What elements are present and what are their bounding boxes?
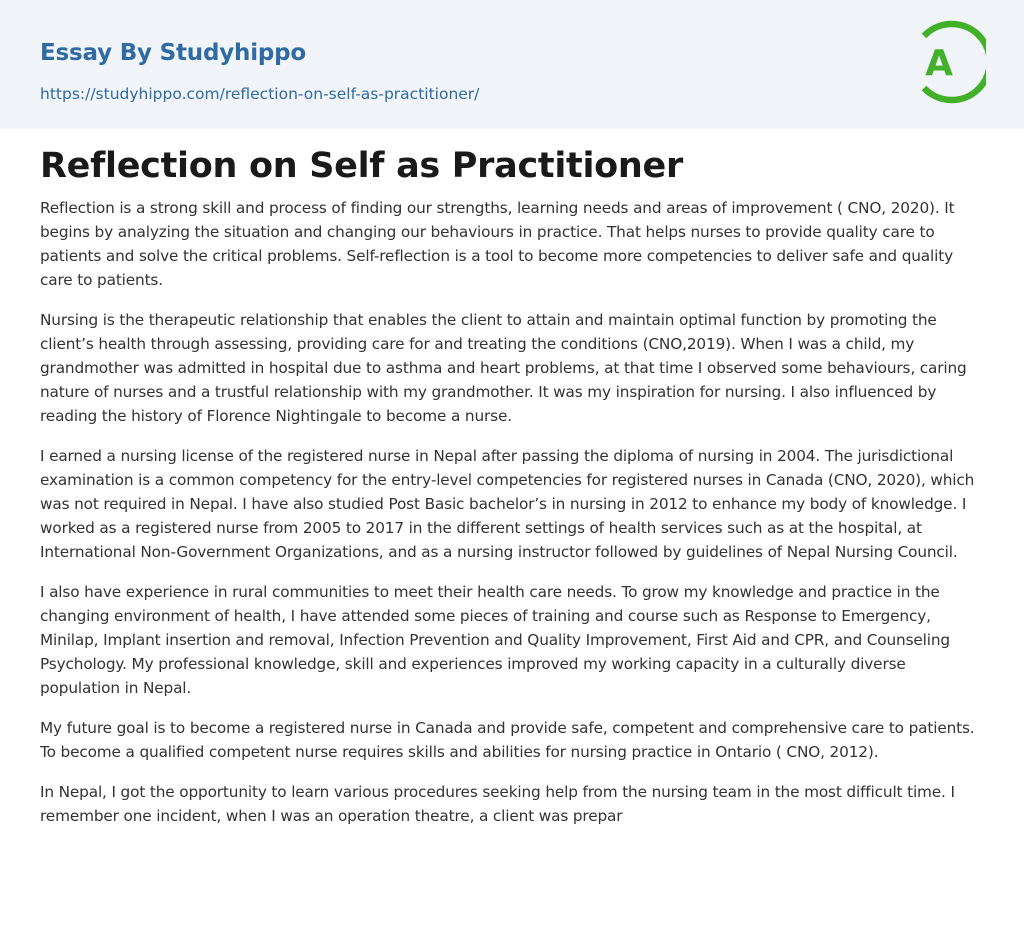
article-paragraph: Nursing is the therapeutic relationship that enables the client to attain and maintain optimal function by promoting the client’s health through assessing, providing care for and treating the conditions (CNO,2019). When I was a child, my grandmother was admitted in hospital due to asthma and heart problems, at that time I observed some behaviours, caring nature of nurses and a trustful relationship with my grandmother. It was my inspiration for nursing. I also influenced by reading the history of Florence Nightingale to become a nurse. [40, 311, 967, 425]
article-title: Reflection on Self as Practitioner [40, 146, 683, 186]
article-paragraph: I also have experience in rural communities to meet their health care needs. To grow my knowledge and practice in the changing environment of health, I have attended some pieces of training and course such as Response to Emergency, Minilap, Implant insertion and removal, Infection Prevention and Quality Improvement, First Aid and CPR, and Counseling Psychology. My professional knowledge, skill and experiences improved my working capacity in a culturally diverse population in Nepal. [40, 583, 950, 697]
site-header [0, 0, 1024, 129]
page-url-link[interactable]: https://studyhippo.com/reflection-on-self-as-practitioner/ [40, 85, 480, 103]
article-paragraph: Reflection is a strong skill and process of finding our strengths, learning needs and areas of improvement ( CNO, 2020). It begins by analyzing the situation and changing our behaviours in practice. That helps nurses to provide quality care to patients and solve the critical problems. Self-reflection is a tool to become more competencies to deliver safe and quality care to patients. [40, 199, 955, 289]
article-paragraph: My future goal is to become a registered nurse in Canada and provide safe, competent and comprehensive care to patients. To become a qualified competent nurse requires skills and abilities for nursing practice in Ontario ( CNO, 2012). [40, 719, 975, 761]
article-paragraph: I earned a nursing license of the registered nurse in Nepal after passing the diploma of nursing in 2004. The jurisdictional examination is a common competency for the entry-level competencies for registered nurses in Canada (CNO, 2020), which was not required in Nepal. I have also studied Post Basic bachelor’s in nursing in 2012 to enhance my body of knowledge. I worked as a registered nurse from 2005 to 2017 in the different settings of health services such as at the hospital, at International Non-Government Organizations, and as a nursing instructor followed by guidelines of Nepal Nursing Council. [40, 447, 975, 561]
logo-letter: A [925, 43, 953, 84]
studyhippo-logo-icon[interactable] [912, 19, 986, 105]
site-brand[interactable]: Essay By Studyhippo [40, 40, 307, 66]
article-body [40, 196, 988, 844]
article-paragraph: In Nepal, I got the opportunity to learn various procedures seeking help from the nursing team in the most difficult time. I remember one incident, when I was an operation theatre, a client was prepar [40, 783, 955, 825]
